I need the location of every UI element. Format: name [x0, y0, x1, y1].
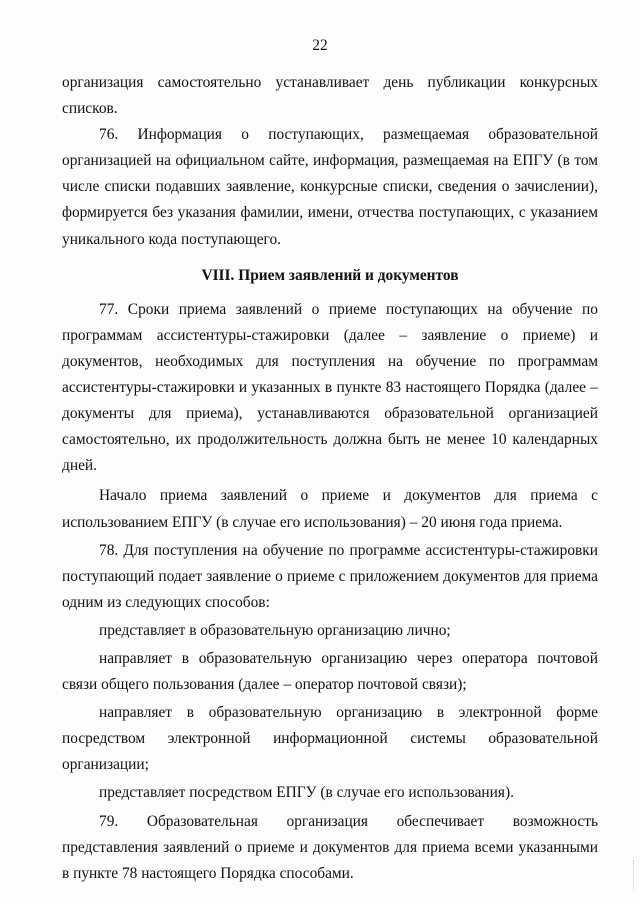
list-item-epgu: представляет посредством ЕПГУ (в случае его использования). — [99, 784, 514, 802]
document-body — [62, 70, 598, 887]
paragraph-79: 79. Образовательная организация обеспечивает возможность представления заявлений о приеме и документов для приема всеми указанными в пункте 78 настоящего Порядка способами. — [62, 812, 598, 882]
section-heading: VIII. Прием заявлений и документов — [201, 266, 459, 284]
paragraph-76: 76. Информация о поступающих, размещаемая образовательной организацией на официальном сайте, информация, размещаемая на ЕПГУ (в том числе списки подавших заявление, конкурсные списки, сведения о зачислении), формируется без указания фамилии, имени, отчества поступающих, с указанием уникального кода поступающего. — [62, 126, 598, 248]
paragraph-77-start-date: Начало приема заявлений о приеме и документов для приема с использованием ЕПГУ (в случае его использования) – 20 июня года приема. — [62, 487, 598, 531]
paragraph-77: 77. Сроки приема заявлений о приеме поступающих на обучение по программам ассистентуры-стажировки (далее – заявление о приеме) и документов, необходимых для поступления на обучение по программам ассистентуры-стажировки и указанных в пункте 83 настоящего Порядка (далее – документы для приема), устанавливаются образовательной организацией самостоятельно, их продолжительность должна быть не менее 10 календарных дней. — [62, 300, 598, 475]
paragraph-78: 78. Для поступления на обучение по программе ассистентуры-стажировки поступающий подает заявление о приеме с приложением документов для приема одним из следующих способов: — [62, 541, 598, 611]
list-item-in-person: представляет в образовательную организацию лично; — [99, 621, 451, 639]
scan-edge-mark — [627, 860, 634, 890]
page-number: 22 — [312, 37, 328, 54]
paragraph-continuation: организация самостоятельно устанавливает день публикации конкурсных списков. — [62, 74, 598, 118]
list-item-electronic: направляет в образовательную организацию в электронной форме посредством электронной информационной системы образовательной организации; — [62, 704, 598, 774]
list-item-postal: направляет в образовательную организацию через оператора почтовой связи общего пользования (далее – оператор почтовой связи); — [62, 649, 598, 694]
